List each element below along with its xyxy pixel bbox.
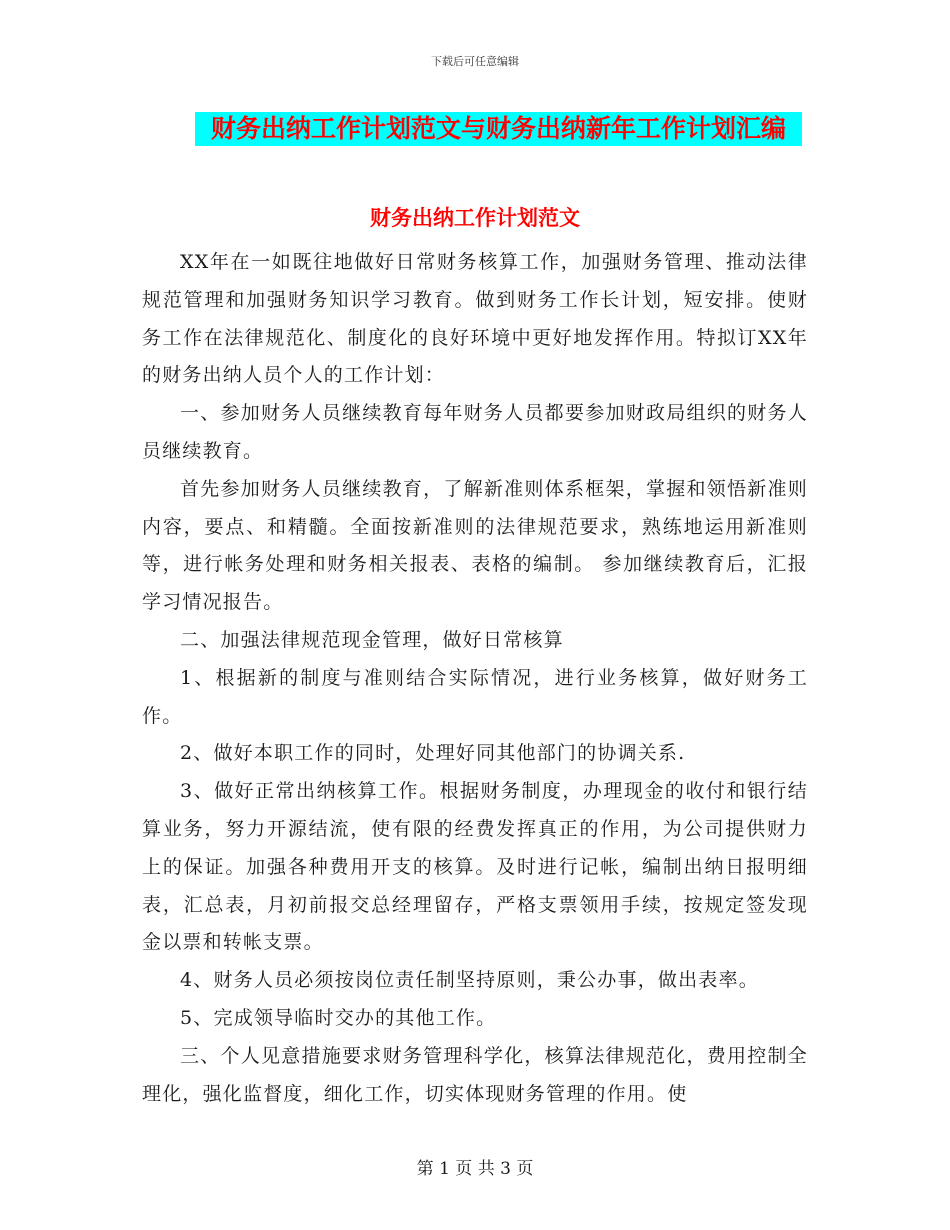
header-note: 下载后可任意编辑 [431, 55, 519, 68]
body-text [142, 244, 808, 1113]
paragraph: 2、做好本职工作的同时，处理好同其他部门的协调关系. [180, 742, 686, 765]
paragraph: 5、完成领导临时交办的其他工作。 [180, 1006, 497, 1029]
section-title: 财务出纳工作计划范文 [370, 205, 580, 230]
paragraph: 1、根据新的制度与准则结合实际情况，进行业务核算，做好财务工作。 [142, 666, 808, 727]
paragraph: 4、财务人员必须按岗位责任制坚持原则，秉公办事，做出表率。 [180, 969, 759, 992]
paragraph: 首先参加财务人员继续教育，了解新准则体系框架，掌握和领悟新准则内容，要点、和精髓。全面按新准则的法律规范要求，熟练地运用新准则等，进行帐务处理和财务相关报表、表格的编制。 参加继续教育后，汇报学习情况报告。 [142, 477, 808, 614]
page-number: 第 1 页 共 3 页 [416, 1159, 534, 1179]
main-title: 财务出纳工作计划范文与财务出纳新年工作计划汇编 [195, 112, 802, 146]
paragraph: 二、加强法律规范现金管理，做好日常核算 [180, 628, 564, 651]
paragraph: XX年在一如既往地做好日常财务核算工作，加强财务管理、推动法律规范管理和加强财务知识学习教育。做到财务工作长计划，短安排。使财务工作在法律规范化、制度化的良好环境中更好地发挥作用。特拟订XX年的财务出纳人员个人的工作计划： [142, 251, 808, 387]
paragraph: 3、做好正常出纳核算工作。根据财务制度，办理现金的收付和银行结算业务，努力开源结流，使有限的经费发挥真正的作用，为公司提供财力上的保证。加强各种费用开支的核算。及时进行记帐，编制出纳日报明细表，汇总表，月初前报交总经理留存，严格支票领用手续，按规定签发现金以票和转帐支票。 [142, 780, 808, 954]
paragraph: 三、个人见意措施要求财务管理科学化，核算法律规范化，费用控制全理化，强化监督度，细化工作，切实体现财务管理的作用。使 [142, 1044, 808, 1105]
paragraph: 一、参加财务人员继续教育每年财务人员都要参加财政局组织的财务人员继续教育。 [142, 402, 808, 462]
page-footer [0, 1154, 950, 1179]
